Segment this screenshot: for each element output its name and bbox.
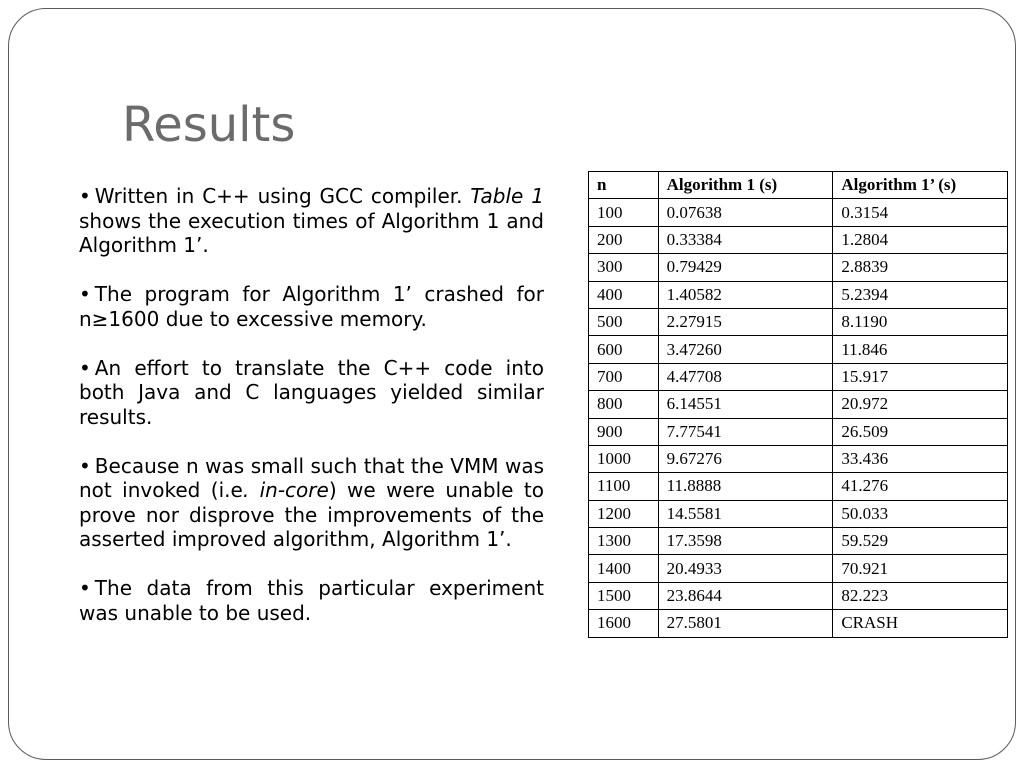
cell-algorithm-1: 2.27915 (658, 308, 833, 335)
slide-title: Results (122, 97, 296, 153)
bullet-text: shows the execution times of Algorithm 1 and Algorithm 1’. (79, 208, 544, 257)
table-row (589, 500, 1008, 527)
cell-n: 800 (589, 391, 659, 418)
cell-n: 700 (589, 363, 659, 390)
cell-algorithm-1-prime: CRASH (833, 610, 1008, 637)
cell-n: 300 (589, 254, 659, 281)
header-algorithm-1: Algorithm 1 (s) (658, 172, 833, 199)
cell-algorithm-1: 7.77541 (658, 418, 833, 445)
cell-algorithm-1: 11.8888 (658, 473, 833, 500)
bullet-item (79, 454, 544, 552)
table-row (589, 336, 1008, 363)
cell-algorithm-1: 4.47708 (658, 363, 833, 390)
bullet-text: An effort to translate the C++ code into both Java and C languages yielded similar results. (79, 355, 544, 429)
cell-algorithm-1: 3.47260 (658, 336, 833, 363)
cell-algorithm-1-prime: 33.436 (833, 445, 1008, 472)
bullet-mark: • (79, 453, 91, 478)
cell-n: 400 (589, 281, 659, 308)
table-row (589, 281, 1008, 308)
cell-algorithm-1-prime: 1.2804 (833, 226, 1008, 253)
table-row (589, 391, 1008, 418)
cell-algorithm-1-prime: 50.033 (833, 500, 1008, 527)
cell-n: 1100 (589, 473, 659, 500)
cell-algorithm-1-prime: 8.1190 (833, 308, 1008, 335)
cell-algorithm-1-prime: 41.276 (833, 473, 1008, 500)
cell-algorithm-1: 23.8644 (658, 582, 833, 609)
bullet-text: ) we were unable to prove nor disprove the improvements of the asserted improved algorithm, Algorithm 1’. (79, 478, 544, 551)
table-row (589, 199, 1008, 226)
cell-algorithm-1: 20.4933 (658, 555, 833, 582)
cell-n: 1200 (589, 500, 659, 527)
bullet-item (79, 576, 544, 625)
header-algorithm-1-prime: Algorithm 1’ (s) (833, 172, 1008, 199)
cell-n: 900 (589, 418, 659, 445)
cell-algorithm-1-prime: 5.2394 (833, 281, 1008, 308)
table-row (589, 555, 1008, 582)
cell-algorithm-1-prime: 82.223 (833, 582, 1008, 609)
cell-algorithm-1-prime: 20.972 (833, 391, 1008, 418)
bullet-text-italic: . in-core (242, 478, 329, 502)
cell-algorithm-1: 17.3598 (658, 528, 833, 555)
table-row (589, 610, 1008, 637)
header-n: n (589, 172, 659, 199)
cell-n: 100 (589, 199, 659, 226)
bullet-text: The program for Algorithm 1’ crashed for n≥1600 due to excessive memory. (79, 282, 544, 331)
cell-n: 600 (589, 336, 659, 363)
table-row (589, 418, 1008, 445)
cell-n: 200 (589, 226, 659, 253)
cell-algorithm-1-prime: 26.509 (833, 418, 1008, 445)
cell-algorithm-1-prime: 2.8839 (833, 254, 1008, 281)
table-body (589, 199, 1008, 637)
cell-n: 500 (589, 308, 659, 335)
table-row (589, 582, 1008, 609)
cell-algorithm-1: 9.67276 (658, 445, 833, 472)
table-row (589, 473, 1008, 500)
slide-frame (8, 8, 1016, 760)
bullet-item (79, 184, 544, 258)
bullet-mark: • (79, 576, 91, 600)
bullet-mark: • (79, 355, 91, 380)
table-row (589, 226, 1008, 253)
table-row (589, 445, 1008, 472)
bullet-text-italic: Table 1 (470, 184, 545, 208)
cell-algorithm-1-prime: 15.917 (833, 363, 1008, 390)
bullet-list (79, 184, 544, 650)
cell-algorithm-1: 6.14551 (658, 391, 833, 418)
bullet-item (79, 282, 544, 331)
cell-n: 1600 (589, 610, 659, 637)
cell-algorithm-1: 0.07638 (658, 199, 833, 226)
bullet-mark: • (79, 184, 91, 208)
cell-n: 1500 (589, 582, 659, 609)
cell-algorithm-1-prime: 70.921 (833, 555, 1008, 582)
cell-n: 1400 (589, 555, 659, 582)
cell-algorithm-1-prime: 59.529 (833, 528, 1008, 555)
cell-algorithm-1: 1.40582 (658, 281, 833, 308)
table-header-row (589, 172, 1008, 199)
table-row (589, 528, 1008, 555)
cell-algorithm-1-prime: 0.3154 (833, 199, 1008, 226)
bullet-text: Written in C++ using GCC compiler. (94, 184, 471, 208)
bullet-text: The data from this particular experiment was unable to be used. (79, 576, 544, 625)
table-row (589, 308, 1008, 335)
cell-algorithm-1: 14.5581 (658, 500, 833, 527)
table-row (589, 363, 1008, 390)
cell-algorithm-1: 0.33384 (658, 226, 833, 253)
table-row (589, 254, 1008, 281)
cell-n: 1000 (589, 445, 659, 472)
cell-algorithm-1: 0.79429 (658, 254, 833, 281)
bullet-item (79, 356, 544, 430)
cell-algorithm-1-prime: 11.846 (833, 336, 1008, 363)
bullet-text: Because n was small such that the VMM was not invoked (i.e (79, 453, 544, 502)
bullet-mark: • (79, 282, 91, 306)
results-table (588, 171, 1008, 638)
cell-algorithm-1: 27.5801 (658, 610, 833, 637)
cell-n: 1300 (589, 528, 659, 555)
